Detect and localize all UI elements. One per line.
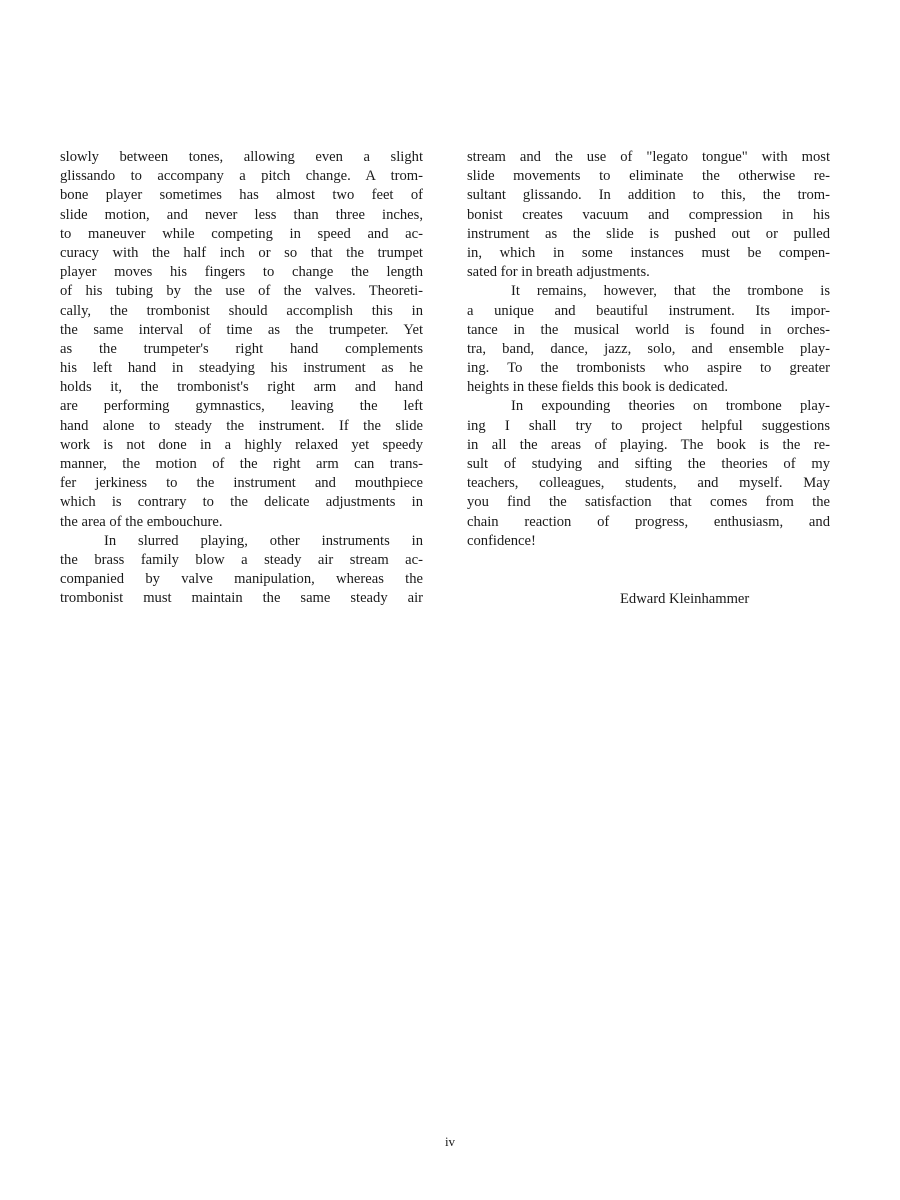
text-line: player moves his fingers to change the length [60, 264, 423, 281]
text-line: In expounding theories on trombone play- [511, 398, 830, 415]
text-line: slowly between tones, allowing even a slight [60, 149, 423, 165]
right-text-column [467, 148, 830, 551]
text-line: chain reaction of progress, enthusiasm, and [467, 513, 830, 530]
text-line: as the trumpeter's right hand complements [60, 340, 423, 357]
left-text-column [60, 148, 423, 609]
text-line: slide movements to eliminate the otherwise re- [467, 168, 830, 185]
text-line: glissando to accompany a pitch change. A trom- [60, 168, 423, 185]
text-line: tance in the musical world is found in orches- [467, 321, 830, 338]
text-line: the brass family blow a steady air stream ac- [60, 551, 423, 568]
text-line: cally, the trombonist should accomplish this in [60, 302, 423, 319]
text-line: hand alone to steady the instrument. If the slide [60, 417, 423, 434]
text-line: slide motion, and never less than three inches, [60, 206, 423, 223]
text-line: the same interval of time as the trumpeter. Yet [60, 321, 423, 338]
text-line: tra, band, dance, jazz, solo, and ensemble play- [467, 340, 830, 357]
text-line: in, which in some instances must be compen- [467, 244, 830, 261]
text-line: are performing gymnastics, leaving the left [60, 398, 423, 415]
text-line: ing I shall try to project helpful suggestions [467, 417, 830, 434]
text-line: a unique and beautiful instrument. Its impor- [467, 302, 830, 319]
text-line: stream and the use of "legato tongue" with most [467, 149, 830, 165]
text-line: trombonist must maintain the same steady air [60, 590, 423, 607]
text-line: work is not done in a highly relaxed yet speedy [60, 436, 423, 453]
text-line: In slurred playing, other instruments in [104, 532, 423, 549]
text-line: confidence! [467, 532, 536, 549]
text-line: instrument as the slide is pushed out or pulled [467, 225, 830, 242]
text-line: ing. To the trombonists who aspire to greater [467, 360, 830, 377]
text-line: in all the areas of playing. The book is the re- [467, 436, 830, 453]
text-line: bonist creates vacuum and compression in his [467, 206, 830, 223]
text-line: sated for in breath adjustments. [467, 264, 650, 281]
author-signature: Edward Kleinhammer [620, 591, 750, 607]
text-line: manner, the motion of the right arm can trans- [60, 456, 423, 472]
text-line: teachers, colleagues, students, and myself. May [467, 475, 830, 492]
text-line: bone player sometimes has almost two feet of [60, 187, 423, 204]
text-line: you find the satisfaction that comes from the [467, 494, 830, 511]
text-line: sult of studying and sifting the theories of my [467, 456, 830, 472]
text-line: heights in these fields this book is dedicated. [467, 379, 729, 396]
page-number: iv [444, 1134, 456, 1149]
text-line: companied by valve manipulation, whereas the [60, 571, 423, 588]
text-line: which is contrary to the delicate adjustments in [60, 494, 423, 511]
text-line: fer jerkiness to the instrument and mouthpiece [60, 475, 423, 492]
text-line: the area of the embouchure. [60, 513, 223, 530]
text-line: to maneuver while competing in speed and ac- [60, 225, 423, 242]
text-line: curacy with the half inch or so that the trumpet [60, 244, 423, 261]
text-line: It remains, however, that the trombone is [511, 283, 830, 300]
text-line: of his tubing by the use of the valves. Theoreti- [60, 283, 423, 300]
text-line: his left hand in steadying his instrument as he [60, 360, 423, 377]
text-line: holds it, the trombonist's right arm and hand [60, 379, 423, 396]
text-line: sultant glissando. In addition to this, the trom- [467, 187, 830, 204]
